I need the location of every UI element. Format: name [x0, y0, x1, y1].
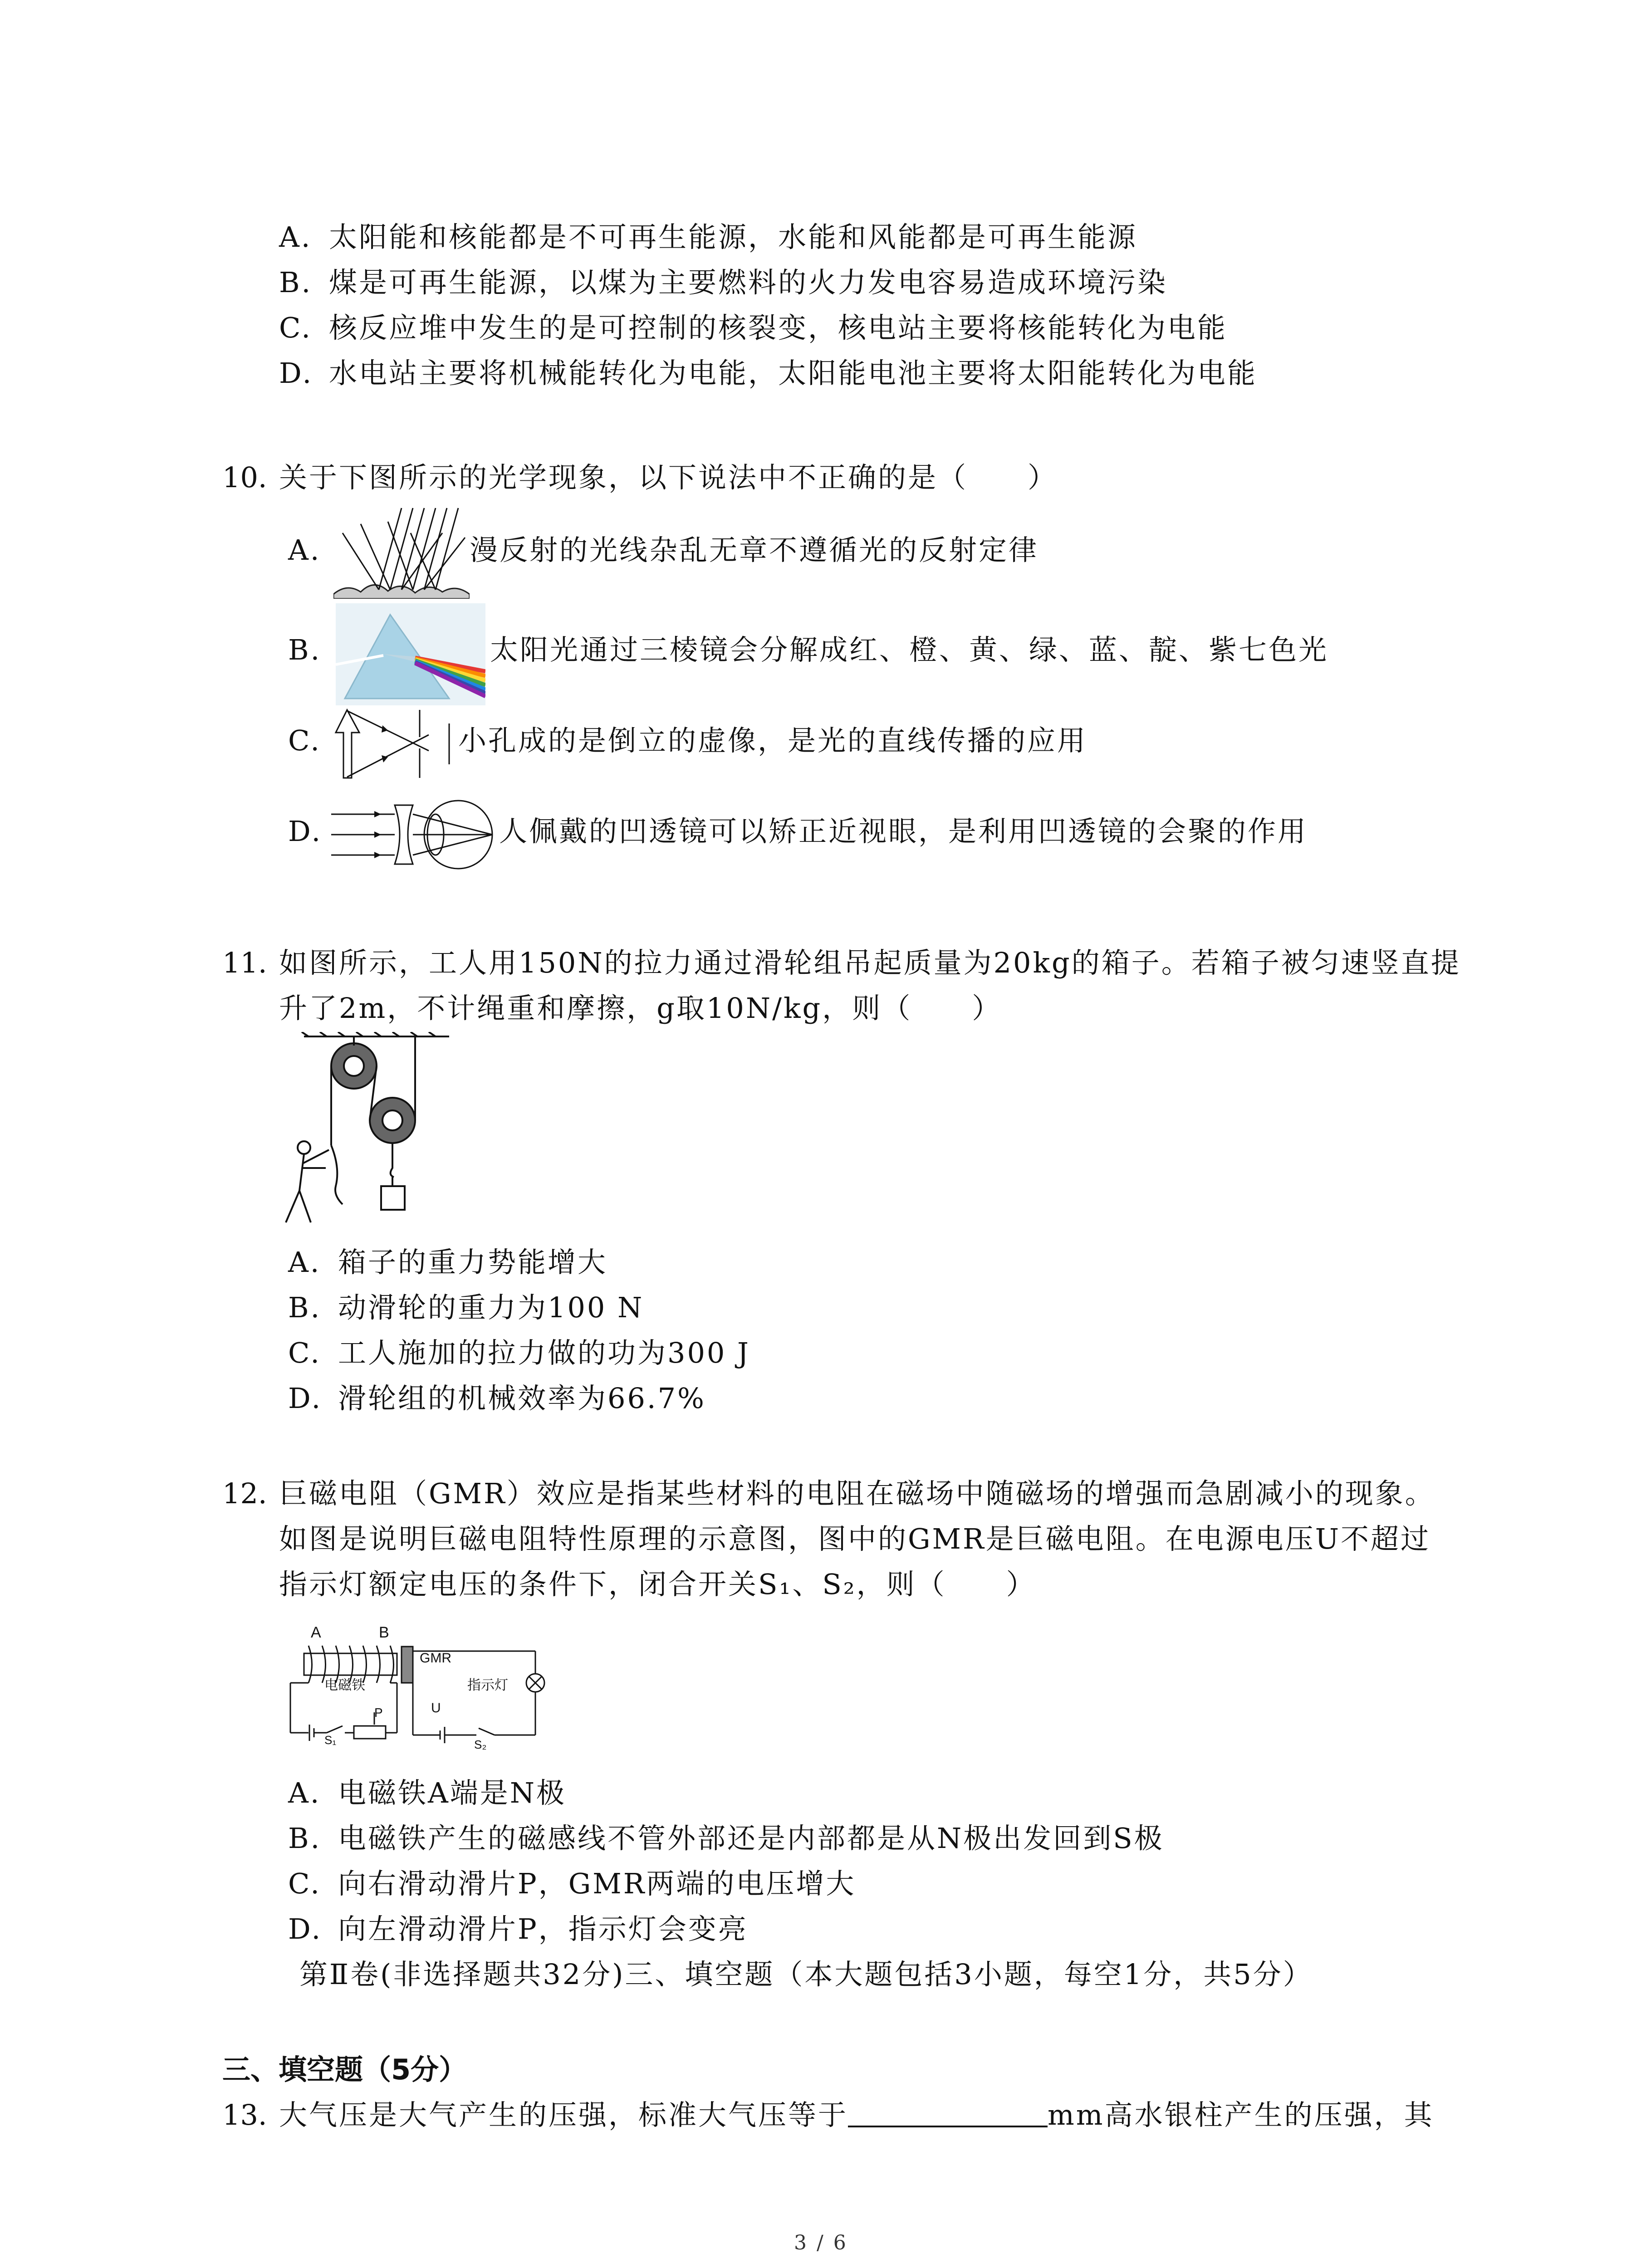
q12-stem-line1: 巨磁电阻（GMR）效应是指某些材料的电阻在磁场中随磁场的增强而急剧减小的现象。	[279, 1477, 1435, 1510]
option-text: 向右滑动滑片P，GMR两端的电压增大	[338, 1867, 856, 1900]
q10-option-a-text: 漫反射的光线杂乱无章不遵循光的反射定律	[470, 533, 1039, 567]
section-title: 三、填空题（5分）	[222, 2053, 467, 2086]
q9-option-a	[279, 219, 1137, 255]
q10-option-d-text: 人佩戴的凹透镜可以矫正近视眼，是利用凹透镜的会聚的作用	[499, 815, 1308, 848]
option-label: C.	[279, 311, 312, 344]
q10-number: 10.	[222, 461, 267, 494]
option-text: 太阳能和核能都是不可再生能源，水能和风能都是可再生能源	[329, 220, 1138, 254]
q13-number: 13.	[222, 2098, 267, 2131]
label-a: A	[311, 1624, 321, 1641]
q10-option-c-text: 小孔成的是倒立的虚像，是光的直线传播的应用	[458, 724, 1087, 757]
q12-option-a	[288, 1775, 566, 1811]
prism-dispersion-figure	[336, 603, 485, 705]
option-label: A.	[288, 1246, 321, 1279]
option-label: B.	[288, 1291, 322, 1324]
option-label: C.	[288, 1867, 321, 1900]
option-text: 箱子的重力势能增大	[338, 1246, 608, 1279]
option-label: B.	[288, 1822, 322, 1855]
q10-option-b-label: B.	[288, 633, 322, 666]
option-label: B.	[279, 266, 313, 299]
q10-option-b-text: 太阳光通过三棱镜会分解成红、橙、黄、绿、蓝、靛、紫七色光	[490, 633, 1329, 666]
label-gmr: GMR	[420, 1651, 451, 1666]
q12-option-d	[288, 1911, 748, 1947]
q11-option-c	[288, 1335, 750, 1371]
q11-option-d	[288, 1380, 706, 1417]
q10-option-a-label: A.	[288, 533, 321, 567]
q13-text-after: mm高水银柱产生的压强，其	[1048, 2098, 1434, 2131]
pulley-system-figure	[272, 1032, 463, 1227]
gmr-circuit-figure	[281, 1619, 554, 1755]
label-p: P	[374, 1706, 383, 1720]
q11-stem-line2: 升了2m，不计绳重和摩擦，g取10N/kg，则（ ）	[279, 992, 1002, 1025]
q12-option-b	[288, 1820, 1164, 1857]
label-s2: S₂	[474, 1738, 487, 1751]
q11-option-b	[288, 1290, 644, 1326]
q12-option-c	[288, 1866, 856, 1902]
q10-stem: 关于下图所示的光学现象，以下说法中不正确的是（ ）	[279, 461, 1058, 494]
option-text: 向左滑动滑片P，指示灯会变亮	[338, 1912, 748, 1945]
diffuse-reflection-figure	[333, 506, 470, 599]
option-label: D.	[288, 1382, 323, 1415]
option-label: A.	[279, 220, 312, 254]
q12-number: 12.	[222, 1477, 267, 1510]
part2-note: 第Ⅱ卷(非选择题共32分)三、填空题（本大题包括3小题，每空1分，共5分）	[299, 1958, 1313, 1991]
option-label: D.	[279, 357, 314, 390]
label-b: B	[379, 1624, 389, 1641]
label-magnet: 电磁铁	[324, 1678, 365, 1693]
option-text: 煤是可再生能源，以煤为主要燃料的火力发电容易造成环境污染	[329, 266, 1168, 299]
q11-number: 11.	[222, 946, 267, 979]
q10-option-d-label: D.	[288, 815, 323, 848]
q12-stem-line2: 如图是说明巨磁电阻特性原理的示意图，图中的GMR是巨磁电阻。在电源电压U不超过	[279, 1522, 1430, 1555]
q10-option-c-label: C.	[288, 724, 321, 757]
page-number: 3 / 6	[794, 2231, 848, 2254]
label-s1: S₁	[324, 1733, 337, 1747]
q13-text-before: 大气压是大气产生的压强，标准大气压等于	[279, 2098, 848, 2131]
myopia-lens-figure	[331, 798, 499, 871]
q12-stem-line3: 指示灯额定电压的条件下，闭合开关S₁、S₂，则（ ）	[279, 1568, 1036, 1601]
q11-stem-line1: 如图所示，工人用150N的拉力通过滑轮组吊起质量为20kg的箱子。若箱子被匀速竖直提	[279, 946, 1461, 979]
q9-option-d	[279, 355, 1257, 391]
pinhole-camera-figure	[333, 705, 456, 782]
q9-option-b	[279, 264, 1167, 301]
option-text: 电磁铁A端是N极	[338, 1776, 567, 1809]
q11-option-a	[288, 1244, 607, 1281]
q9-option-c	[279, 310, 1227, 346]
label-lamp: 指示灯	[467, 1678, 508, 1693]
q13-text	[279, 2097, 1434, 2133]
option-text: 工人施加的拉力做的功为300 J	[338, 1336, 750, 1369]
option-label: A.	[288, 1776, 321, 1809]
option-text: 电磁铁产生的磁感线不管外部还是内部都是从N极出发回到S极	[338, 1822, 1164, 1855]
option-text: 滑轮组的机械效率为66.7%	[338, 1382, 706, 1415]
option-label: D.	[288, 1912, 323, 1945]
option-text: 水电站主要将机械能转化为电能，太阳能电池主要将太阳能转化为电能	[329, 357, 1258, 390]
answer-blank[interactable]	[848, 2098, 1048, 2127]
option-text: 动滑轮的重力为100 N	[338, 1291, 644, 1324]
option-label: C.	[288, 1336, 321, 1369]
label-u: U	[431, 1701, 441, 1716]
option-text: 核反应堆中发生的是可控制的核裂变，核电站主要将核能转化为电能	[329, 311, 1228, 344]
